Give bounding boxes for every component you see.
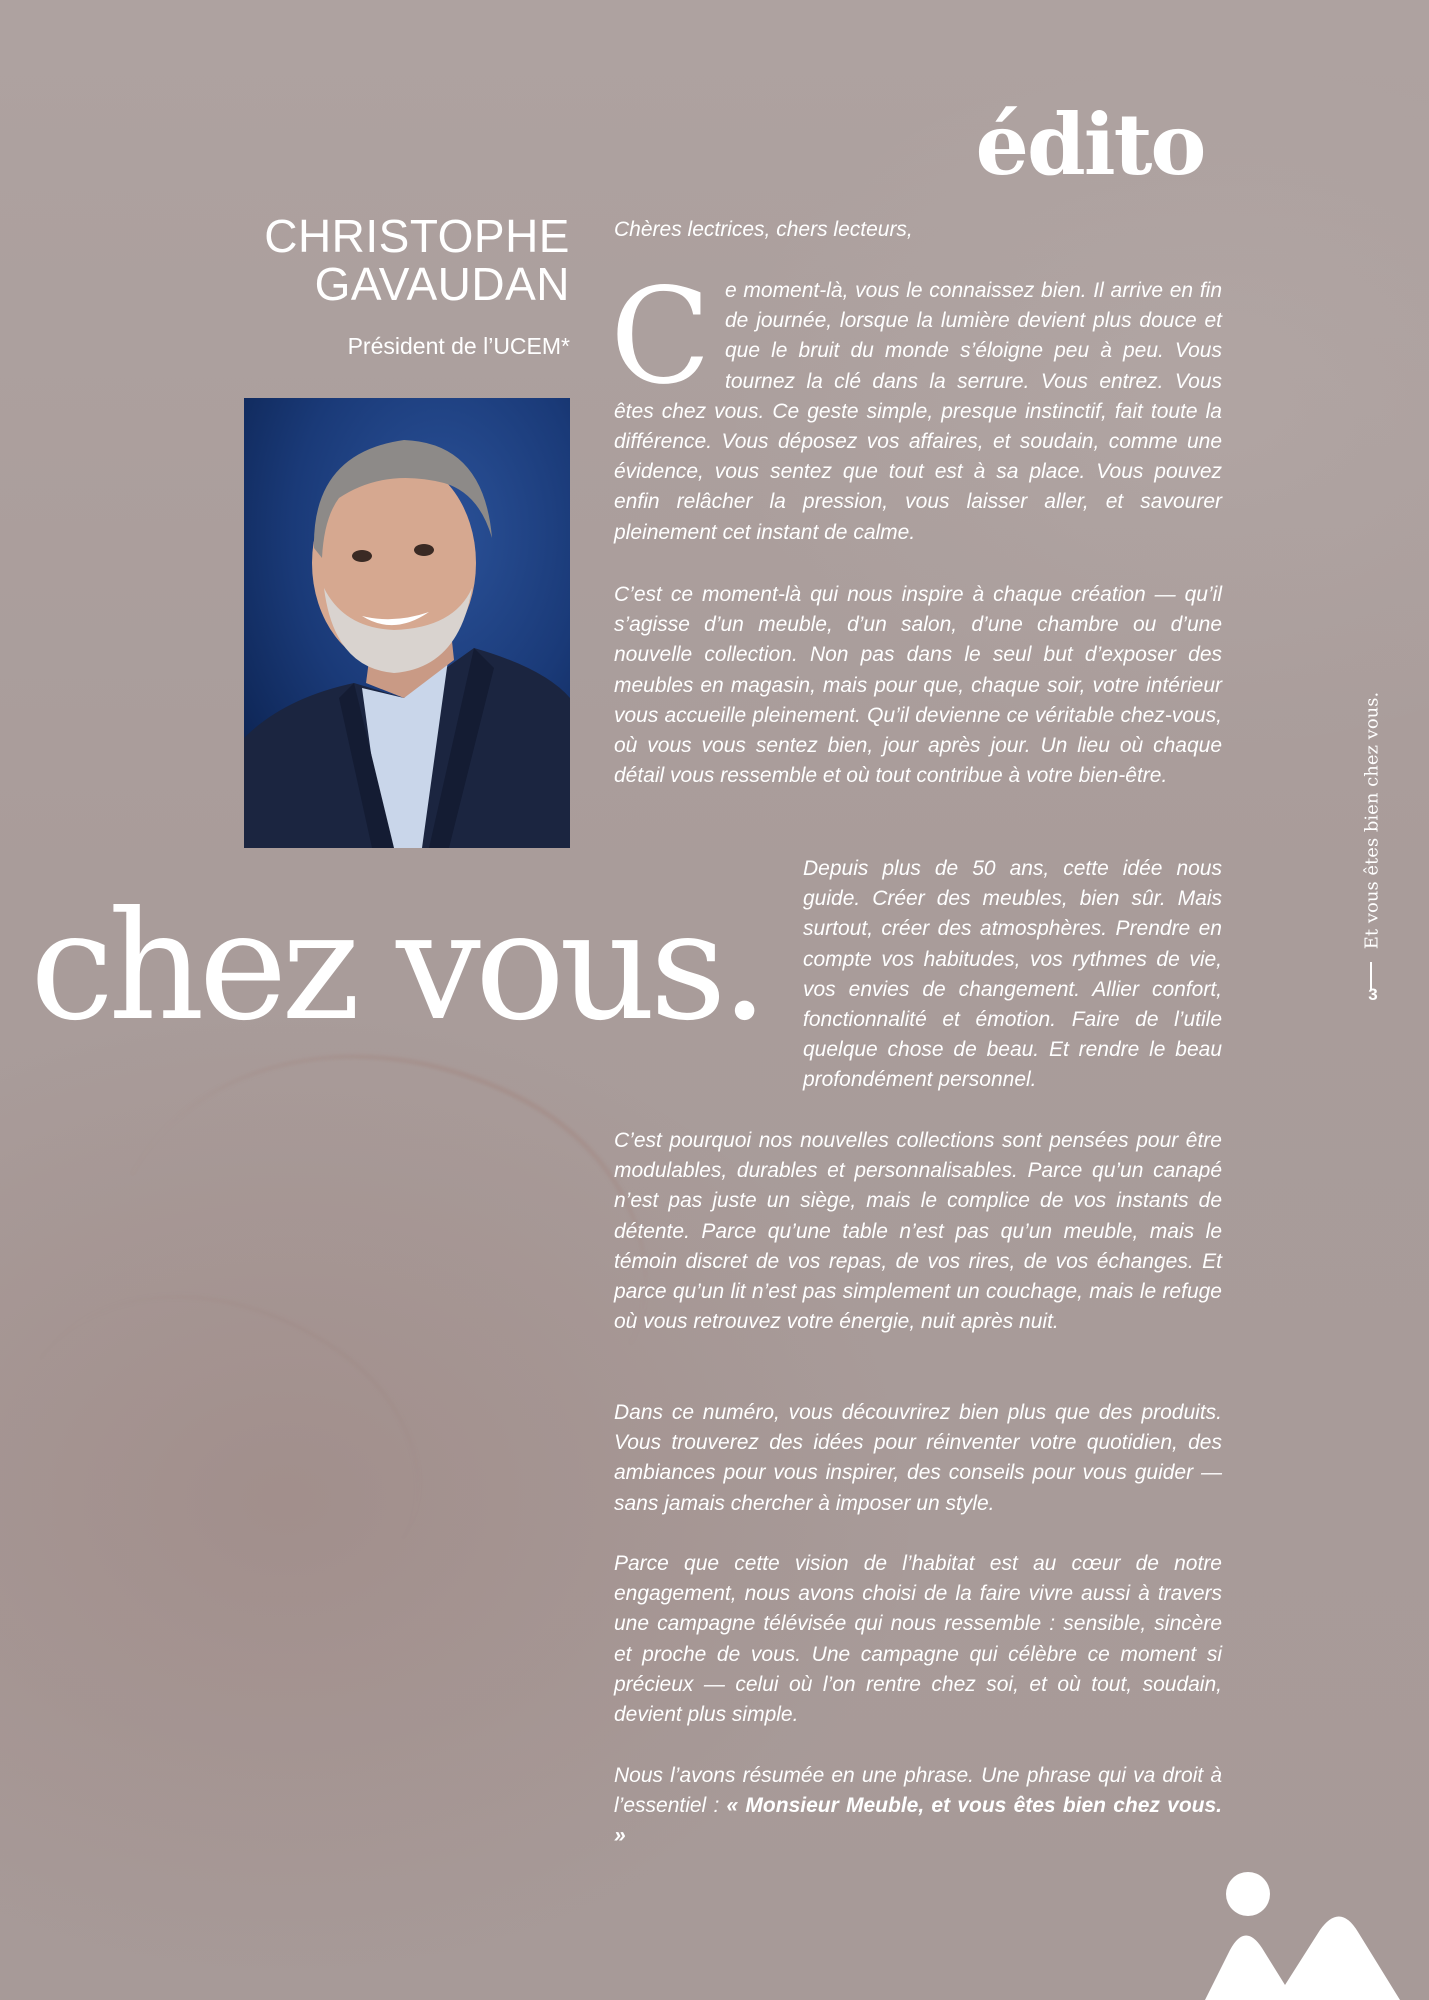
drop-cap: C bbox=[610, 260, 711, 414]
author-name-line: CHRISTOPHE bbox=[264, 210, 570, 262]
page-number: 3 bbox=[1368, 985, 1378, 1004]
paragraph-text: Depuis plus de 50 ans, cette idée nous guide. Créer des meubles, bien sûr. Mais surtout, créer des atmosphères. Prendre en compte vos habitudes, vos rythmes de vie, vos envies de changement. Allier confort, fonctionnalité et émotion. Faire de l’utile quelque chose de beau. Et rendre le beau profondément personnel. bbox=[803, 857, 1222, 1092]
author-role: Président de l’UCEM* bbox=[347, 333, 570, 359]
paragraph-text: Parce que cette vision de l’habitat est au cœur de notre engagement, nous avons choisi de la faire vivre aussi à travers une campagne télévisée qui nous ressemble : sensible, sincère et proche de vous. Une campagne qui célèbre ce moment si précieux — celui où l’on rentre chez soi, et où tout, soudain, devient plus simple. bbox=[614, 1552, 1222, 1727]
running-title-text: Et vous êtes bien chez vous. bbox=[1361, 691, 1383, 950]
paragraph-text: Dans ce numéro, vous découvrirez bien plus que des produits. Vous trouverez des idées pour réinventer votre quotidien, des ambiances pour vous inspirer, des conseils pour vous guider — sans jamais chercher à imposer un style. bbox=[614, 1401, 1222, 1515]
author-portrait bbox=[244, 398, 570, 848]
article-paragraph bbox=[803, 854, 1222, 1096]
article-paragraph bbox=[614, 1398, 1222, 1519]
running-title bbox=[1352, 690, 1392, 990]
article-paragraph bbox=[614, 1761, 1222, 1852]
article-paragraph bbox=[614, 580, 1222, 791]
paragraph-text: C’est pourquoi nos nouvelles collections sont pensées pour être modulables, durables et personnalisables. Parce qu’un canapé n’est pas juste un siège, mais le complice de vos instants de détente. Parce qu’une table n’est pas qu’un meuble, mais le témoin discret de vos repas, de vos rires, de vos échanges. Et parce qu’un lit n’est pas simplement un couchage, mais le refuge où vous retrouvez votre énergie, nuit après nuit. bbox=[614, 1129, 1222, 1334]
paragraph-text: C’est ce moment-là qui nous inspire à chaque création — qu’il s’agisse d’un meuble, d’un salon, d’une chambre ou d’une nouvelle collection. Non pas dans le seul but d’exposer des meubles en magasin, mais pour que, chaque soir, votre intérieur vous accueille pleinement. Qu’il devienne ce véritable chez-vous, où vous vous sentez bien, jour après jour. Un lieu où chaque détail vous ressemble et où tout contribue à votre bien-être. bbox=[614, 583, 1222, 788]
salutation: Chères lectrices, chers lecteurs, bbox=[614, 218, 913, 241]
paragraph-text: Nous l’avons résumée en une phrase. Une phrase qui va droit à l’essentiel : bbox=[614, 1764, 1222, 1818]
brand-logo-icon bbox=[1190, 1860, 1429, 2000]
author-name bbox=[180, 212, 570, 308]
article-paragraph bbox=[614, 1126, 1222, 1337]
portrait-illustration bbox=[244, 398, 570, 848]
article-paragraph bbox=[614, 1549, 1222, 1730]
article-paragraph bbox=[610, 260, 1222, 548]
paragraph-text: e moment-là, vous le connaissez bien. Il arrive en fin de journée, lorsque la lumière devient plus douce et que le bruit du monde s’éloigne peu à peu. Vous tournez la clé dans la serrure. Vous entrez. Vous êtes chez vous. Ce geste simple, presque instinctif, fait toute la différence. Vous déposez vos affaires, et soudain, comme une évidence, vous sentez que tout est à sa place. Vous pouvez enfin relâcher la pression, vous laisser aller, et savourer pleinement cet instant de calme. bbox=[614, 279, 1222, 544]
headline: chez vous. bbox=[30, 880, 763, 1054]
author-name-line: GAVAUDAN bbox=[314, 258, 570, 310]
section-title: édito bbox=[975, 95, 1205, 194]
tagline-quote: « Monsieur Meuble, et vous êtes bien chez vous. » bbox=[614, 1794, 1222, 1848]
